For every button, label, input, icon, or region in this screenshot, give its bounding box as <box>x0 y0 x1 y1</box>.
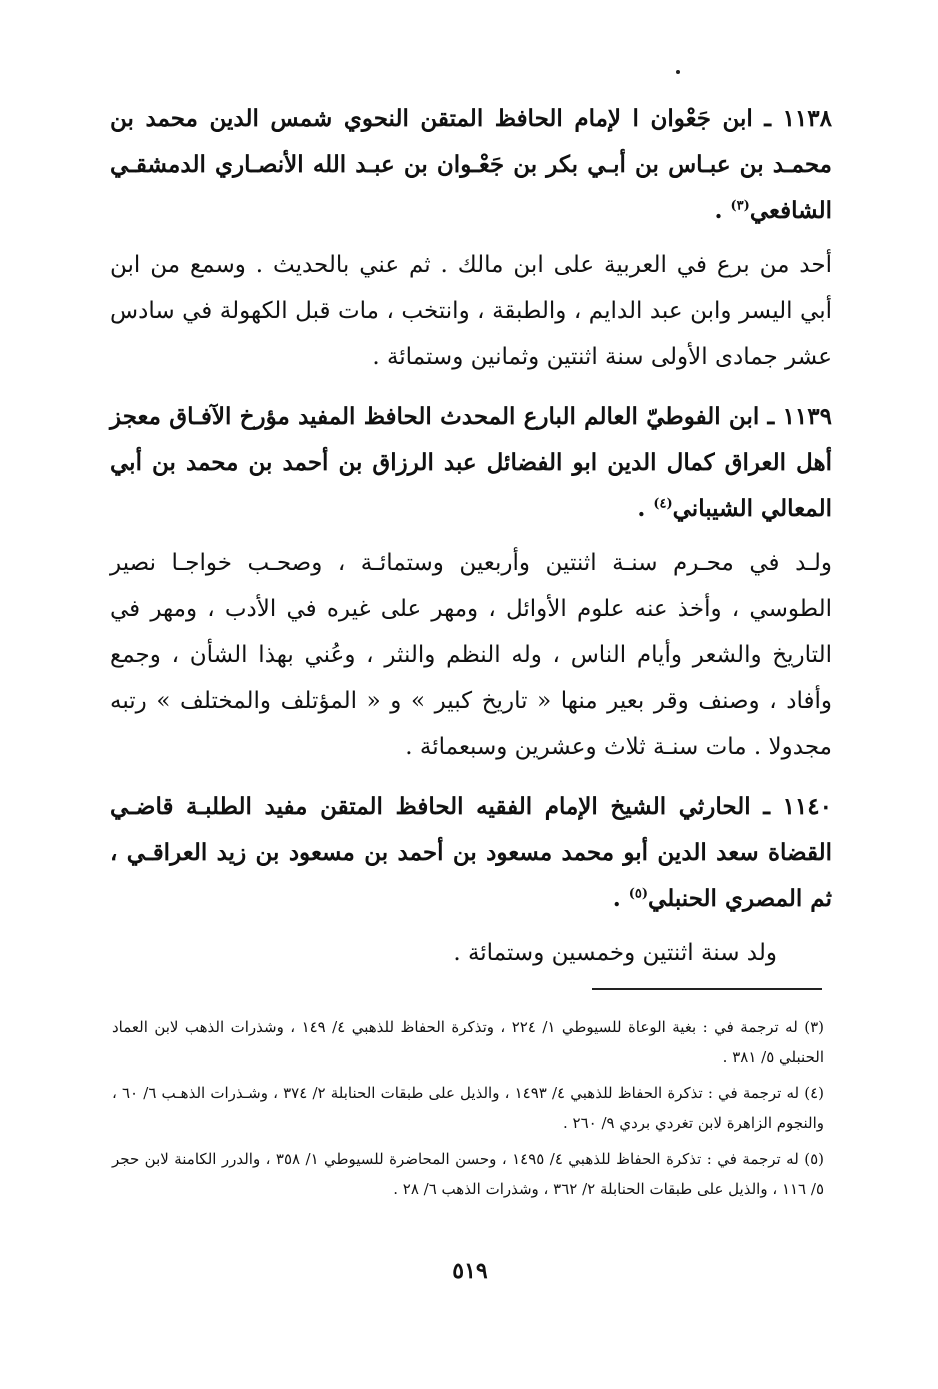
entry-heading-text: ١١٤٠ ـ الحارثي الشيخ الإمام الفقيه الحافظ المتقن مفيد الطلبـة قاضـي القضاة سعد الدين أبو محمد مسعود بن أحمد بن مسعود بن زيد العراقـي ، ثم المصري الحنبلي <box>110 793 832 912</box>
ink-dot <box>676 70 680 74</box>
entry-heading-text: ١١٣٨ ـ ابن جَعْوان ا لإمام الحافظ المتقن النحوي شمس الدين محمد بن محمـد بن عبـاس بن أبـي بكر بن جَعْـوان بن عبـد الله الأنصـاري الدمشقـي الشافعي <box>110 105 832 224</box>
entry-heading-text: ١١٣٩ ـ ابن الفوطيّ العالم البارع المحدث الحافظ المفيد مؤرخ الآفـاق معجز أهل العراق كمال الدين ابو الفضائل عبد الرزاق بن أحمد بن محمد بن أبي المعالي الشيباني <box>110 403 832 522</box>
footnote-5: (٥) له ترجمة في : تذكرة الحفاظ للذهبي ٤/ ١٤٩٥ ، وحسن المحاضرة للسيوطي ١/ ٣٥٨ ، والدرر الكامنة لابن حجر ٥/ ١١٦ ، والذيل على طبقات الحنابلة ٢/ ٣٦٢ ، وشذرات الذهب ٦/ ٢٨ . <box>112 1150 824 1198</box>
entry-heading <box>110 394 832 532</box>
entry-body: أحد من برع في العربية على ابن مالك . ثم عني بالحديث . وسمع من ابن أبي اليسر وابن عبد الدايم ، والطبقة ، وانتخب ، مات قبل الكهولة في سادس عشر جمادى الأولى سنة اثنتين وثمانين وستمائة . <box>110 252 832 370</box>
entry-heading <box>110 96 832 234</box>
entry-body: ولد سنة اثنتين وخمسين وستمائة . <box>453 940 777 966</box>
entry-heading <box>110 784 832 922</box>
footnote-4: (٤) له ترجمة في : تذكرة الحفاظ للذهبي ٤/ ١٤٩٣ ، والذيل على طبقات الحنابلة ٢/ ٣٧٤ ، وشـذرات الذهـب ٦/ ٦٠ ، والنجوم الزاهرة لابن تغردي بردي ٩/ ٢٦٠ . <box>112 1084 825 1132</box>
entry-1138 <box>110 96 832 380</box>
entry-1139 <box>110 394 832 770</box>
entry-heading-end: . <box>612 885 629 912</box>
footnote-ref: (٥) <box>628 886 649 902</box>
footnote-ref: (٣) <box>730 198 750 214</box>
entry-heading-end: . <box>637 495 654 522</box>
main-text <box>110 96 832 990</box>
entry-heading-end: . <box>714 197 731 224</box>
entry-body: ولـد في محـرم سنـة اثنتين وأربعين وستمائـة ، وصحـب خواجـا نصير الطوسي ، وأخذ عنه علوم الأوائل ، ومهر على غيره في الأدب ، ومهر في التاريخ والشعر وأيام الناس ، وله النظم والنثر ، وعُني بهذا الشأن ، وجمع وأفاد ، وصنف وقر بعير منها « تاريخ كبير » و « المؤتلف والمختلف » رتبه مجدولا . مات سنـة ثلاث وعشرين وسبعمائة . <box>110 550 832 760</box>
footnote-3: (٣) له ترجمة في : بغية الوعاة للسيوطي ١/ ٢٢٤ ، وتذكرة الحفاظ للذهبي ٤/ ١٤٩ ، وشذرات الذهب لابن العماد الحنبلي ٥/ ٣٨١ . <box>112 1018 824 1066</box>
footnotes <box>112 1012 824 1210</box>
footnote-separator <box>592 988 822 990</box>
page-number: ٥١٩ <box>452 1258 488 1284</box>
entry-1140 <box>110 784 832 976</box>
footnote-ref: (٤) <box>653 496 673 512</box>
